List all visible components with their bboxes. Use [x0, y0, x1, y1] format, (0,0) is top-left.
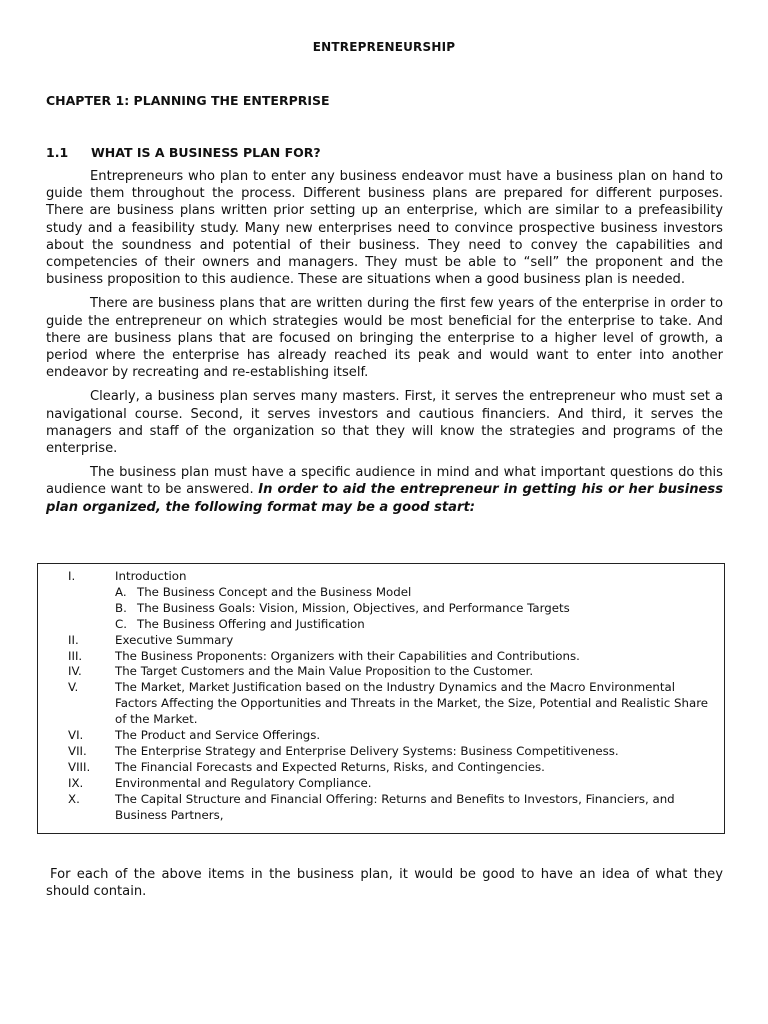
subitem-letter: B.	[115, 600, 127, 615]
outline-numeral: V.	[68, 680, 79, 695]
outline-item	[68, 760, 714, 776]
chapter-heading: CHAPTER 1: PLANNING THE ENTERPRISE	[46, 93, 330, 108]
outline-numeral: VIII.	[68, 759, 91, 774]
section-title: WHAT IS A BUSINESS PLAN FOR?	[91, 145, 321, 160]
subitem-letter: A.	[115, 584, 127, 599]
outline-subitem	[115, 617, 714, 633]
outline-numeral: VII.	[68, 743, 87, 758]
outline-text: The Target Customers and the Main Value Proposition to the Customer.	[115, 664, 534, 679]
outline-text: The Enterprise Strategy and Enterprise Delivery Systems: Business Competitiveness.	[115, 743, 619, 758]
outline-item	[68, 728, 714, 744]
outline-subitem	[115, 601, 714, 617]
outline-text: The Market, Market Justification based on the Industry Dynamics and the Macro Environmental Factors Affecting the Opportunities and Threats in the Market, the Size, Potential and Realistic Share of the Market.	[115, 680, 709, 727]
outline-numeral: VI.	[68, 728, 84, 743]
paragraph: Clearly, a business plan serves many masters. First, it serves the entrepreneur who must set a navigational course. Second, it serves investors and cautious financiers. And third, it serves the managers and staff of the organization so that they will know the strategies and programs of the enterprise.	[46, 389, 723, 457]
paragraph: There are business plans that are written during the first few years of the enterprise in order to guide the entrepreneur on which strategies would be most beneficial for the enterprise to take. And there are business plans that are focused on bringing the enterprise to a higher level of growth, a period where the enterprise has already reached its peak and would want to enter into another endeavor by recreating and re-establishing itself.	[46, 296, 723, 381]
outline-numeral: IV.	[68, 664, 82, 679]
document-title: ENTREPRENEURSHIP	[312, 40, 456, 54]
outline-item	[68, 792, 714, 824]
outline-text: Executive Summary	[115, 632, 234, 647]
outline-text: The Financial Forecasts and Expected Returns, Risks, and Contingencies.	[115, 759, 545, 774]
paragraph: Entrepreneurs who plan to enter any business endeavor must have a business plan on hand to guide them throughout the process. Different business plans are prepared for different purposes. There are business plans written prior setting up an enterprise, which are similar to a prefeasibility study and a feasibility study. Many new enterprises need to convince prospective business investors about the soundness and potential of their business. They need to convey the capabilities and competencies of their owners and managers. They must be able to “sell” the proponent and the business proposition to this audience. These are situations when a good business plan is needed.	[46, 169, 723, 288]
section-number: 1.1	[46, 145, 69, 160]
subitem-text: The Business Goals: Vision, Mission, Objectives, and Performance Targets	[137, 600, 570, 615]
body-text	[46, 168, 723, 523]
closing-paragraph: For each of the above items in the business plan, it would be good to have an idea of what they should contain.	[46, 867, 723, 900]
paragraph	[46, 464, 723, 516]
outline-subitem	[115, 585, 714, 601]
outline-text: Environmental and Regulatory Compliance.	[115, 775, 372, 790]
outline-numeral: X.	[68, 791, 80, 806]
outline-numeral: II.	[68, 632, 79, 647]
section-heading	[46, 145, 321, 160]
outline-item	[68, 744, 714, 760]
subitem-text: The Business Concept and the Business Model	[137, 584, 412, 599]
outline-numeral: III.	[68, 648, 83, 663]
outline-text: The Business Proponents: Organizers with their Capabilities and Contributions.	[115, 648, 580, 663]
subitem-text: The Business Offering and Justification	[137, 616, 365, 631]
subitem-letter: C.	[115, 616, 127, 631]
outline-text: The Capital Structure and Financial Offering: Returns and Benefits to Investors, Financiers, and Business Partners,	[115, 791, 675, 822]
outline-text: Introduction	[115, 569, 187, 583]
outline-text: The Product and Service Offerings.	[115, 728, 321, 743]
outline-item	[68, 649, 714, 665]
paragraph-emphasis-text: In order to aid the entrepreneur in getting his or her business plan organized, the following format may be a good start:	[46, 482, 723, 515]
outline-item	[68, 664, 714, 680]
outline-numeral: I.	[68, 569, 76, 583]
outline-item	[68, 776, 714, 792]
paragraph-plain-text: The business plan must have a specific audience in mind and what important questions do this audience want to be answered.	[46, 465, 723, 498]
introduction-sublist	[115, 585, 714, 633]
outline-item	[68, 680, 714, 728]
outline-item	[68, 569, 714, 633]
outline-numeral: IX.	[68, 775, 84, 790]
business-plan-outline-box	[37, 563, 725, 834]
outline-item	[68, 633, 714, 649]
